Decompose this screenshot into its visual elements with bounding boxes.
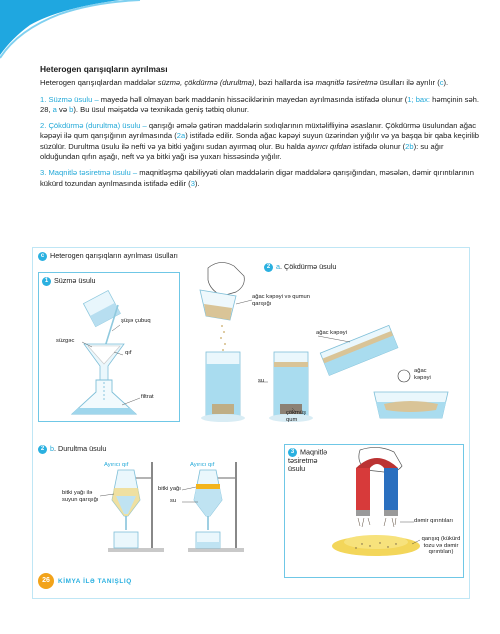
p1-title: 1. Süzmə üsulu – [40,94,101,104]
sedimentation-badge: 2 [264,263,273,272]
p1-text: və [56,104,70,114]
intro-text: ). [443,78,449,88]
p2-text: qarışığı əmələ gətirən maddələrin sıxlıqlarının müxtəlifliyinə əsaslanır. Çökdürmə üsulundan ağac kəpəyi ilə qum qarışığının ayrılmasında ( [40,121,477,141]
label-sawdust-2: ağac kəpəyi [414,368,431,381]
label-filtrate: filtrat [141,394,154,400]
p1-text: ). Bu üsul məişətdə və texnikada geniş tətbiq olunur. [73,104,249,114]
intro-ref: c [439,78,444,88]
decantation-badge: 2 [38,445,47,454]
p2-title: 2. Çökdürmə (durultma) üsulu – [40,121,149,131]
magnet-badge: 3 [288,448,297,457]
figure-badge: c [38,252,47,261]
label-funnel-1: Ayırıcı qıf [104,462,129,468]
label-sand: çökmüş qum [286,410,306,423]
sedimentation-title-text: Çökdürmə üsulu [284,262,337,271]
section-heading: Heterogen qarışıqların ayrılması [40,64,168,74]
label-rod: şüşə çubuq [121,318,151,324]
p1-ref: b [69,104,74,114]
p2-ref: 2a [176,131,186,141]
p2-text: ): su ağır olduğundan qıfın aşağı, neft və ya bitki yağı isə yuxarı hissəsində yığılır. [40,141,444,162]
label-sawdust: ağac kəpəyi [316,330,347,336]
label-funnel-2: Ayırıcı qıf [190,462,215,468]
p3-ref: 3 [190,178,195,188]
sedimentation-letter: a [276,262,280,271]
decantation-title-text: Durultma üsulu [58,444,107,453]
decantation-title: 2 b. Durultma üsulu [38,444,106,454]
label-sulfur-iron-mixture: qarışıq (kükürd tozu və dəmir qırıntıları) [421,536,461,556]
intro-text: üsulları ilə ayrılır ( [377,78,440,88]
intro-methods: süzmə, çökdürmə (durultma) [157,78,255,88]
p2-text: ) istifadə edilir. Sonda ağac kəpəyi suyun üzərindən yığılır və ya başqa bir qaba keçirilib süzülür. Durultma üsulu ilə nefti və ya bitki yağını sudan ayırmaq olur. Bu halda [40,131,480,151]
label-oil: bitki yağı [158,486,181,492]
p2-funnel: ayırıcı qıfdan [307,141,352,151]
label-mixture: ağac kəpəyi və qumun qarışığı [252,294,311,307]
magnet-left-arm [356,468,370,510]
p3-text: maqnitləşmə qabiliyyəti olan maddələrin digər maddələrə qarışığından, məsələn, dəmir qırıntılarının kükürd tozundan ayrılmasında istifadə edilir ( [40,168,474,188]
p1-ref: a [52,104,57,114]
filtration-badge: 1 [42,277,51,286]
sedimentation-title: 2 a. Çökdürmə üsulu [264,262,336,272]
page-number: 26 [38,573,54,589]
label-water: su [258,378,265,384]
label-iron-filings: dəmir qırıntıları [414,518,453,524]
intro-text: , bəzi hallarda isə [254,78,316,88]
magnet-right-arm [384,468,398,510]
intro-magnet: maqnitlə təsiretmə [315,78,378,88]
p2-ref: 2b [405,141,414,151]
label-filter: süzgəc [56,338,75,344]
intro-text: Heterogen qarışıqlardan maddələr [40,78,158,88]
filtration-title-text: Süzmə üsulu [54,276,96,285]
p1-text: həmçinin səh. 28, [40,94,480,114]
label-oil-water-mix: bitki yağı ilə suyun qarışığı [62,490,99,503]
p3-title: 3. Maqnitlə təsiretmə üsulu – [40,168,140,178]
magnet-title-text: Maqnitlə təsiretmə üsulu [288,447,328,474]
decantation-letter: b [50,444,54,453]
p2-text: istifadə olunur ( [351,141,406,151]
footer-label: KİMYA İLƏ TANIŞLIQ [58,578,132,585]
label-water-2: su [170,498,177,504]
figure-title-text: Heterogen qarışıqların ayrılması üsulları [50,251,178,260]
p3-text: ). [194,178,200,188]
label-funnel: qıf [125,350,132,356]
p1-ref: 1; bax: [407,94,431,104]
p1-text: mayedə həll olmayan bərk maddənin hissəciklərinin mayedən ayrılmasında istifadə olunur ( [100,94,408,104]
